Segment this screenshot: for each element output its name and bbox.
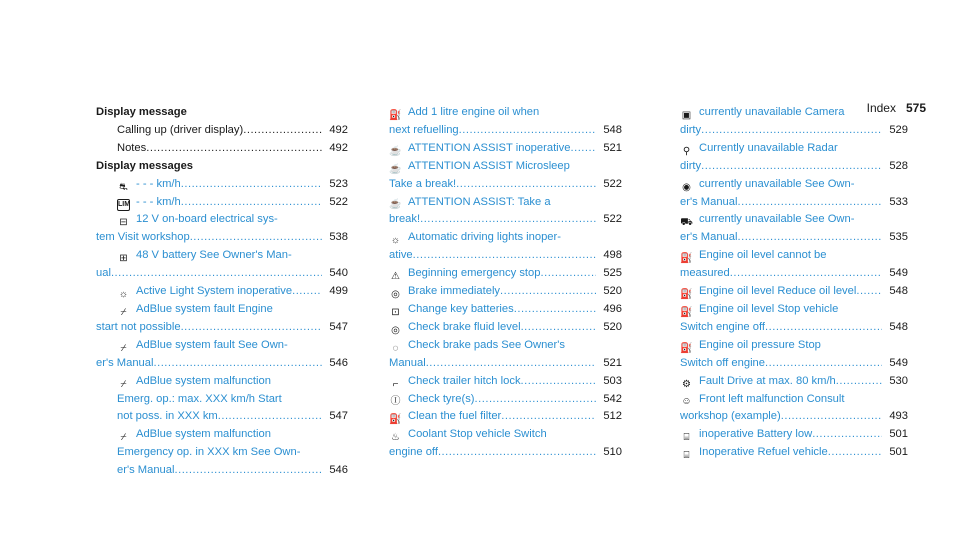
leader-dots — [730, 265, 882, 283]
leader-dots — [540, 265, 596, 283]
index-entry[interactable] — [96, 408, 348, 426]
index-entry[interactable] — [389, 283, 622, 301]
page-ref: 496 — [603, 302, 622, 315]
entry-text: break! — [389, 213, 421, 226]
page-ref: 522 — [603, 213, 622, 226]
index-entry[interactable] — [680, 337, 908, 355]
index-entry[interactable] — [96, 122, 348, 140]
index-entry[interactable] — [680, 355, 908, 373]
index-entry[interactable] — [96, 337, 348, 355]
battery-icon: ⊟ — [119, 217, 128, 229]
index-column-2 — [389, 104, 622, 462]
index-heading — [96, 158, 348, 176]
leader-dots — [521, 373, 596, 391]
entry-text: Engine oil level Stop vehicle — [699, 302, 839, 315]
entry-text: er's Manual — [117, 464, 175, 477]
leader-dots — [836, 373, 882, 391]
entry-text: ual — [96, 267, 111, 280]
entry-text: dirty — [680, 123, 702, 136]
entry-text: 48 V battery See Owner's Man- — [136, 249, 292, 262]
entry-text: Check brake pads See Owner's — [408, 338, 565, 351]
page-ref: 533 — [889, 195, 908, 208]
leader-dots — [413, 247, 596, 265]
entry-text: Calling up (driver display) — [117, 123, 244, 136]
index-entry[interactable] — [680, 444, 908, 462]
brake-pad-icon: ◌ — [392, 342, 399, 354]
entry-text: currently unavailable See Own- — [699, 213, 855, 226]
entry-text: AdBlue system fault See Own- — [136, 338, 288, 351]
entry-text: Notes — [117, 141, 147, 154]
adblue-icon: ⌿ — [120, 342, 127, 354]
index-entry[interactable] — [96, 140, 348, 158]
index-entry[interactable] — [96, 444, 348, 462]
entry-text: Engine oil level Reduce oil level — [699, 285, 857, 298]
leader-dots — [111, 265, 322, 283]
entry-text: Emerg. op.: max. XXX km/h Start — [117, 392, 282, 405]
tyre-icon: Ⓘ — [390, 396, 401, 408]
attention-icon: ☕ — [389, 199, 402, 211]
leader-dots — [174, 462, 322, 480]
adblue-icon: ⌿ — [120, 432, 127, 444]
leader-dots — [737, 194, 882, 212]
index-entry[interactable] — [96, 426, 348, 444]
entry-text: Engine oil level cannot be — [699, 249, 827, 262]
leader-dots — [426, 355, 596, 373]
leader-dots — [218, 408, 322, 426]
entry-text: workshop (example) — [680, 410, 781, 423]
index-entry[interactable] — [680, 283, 908, 301]
page-ref: 540 — [329, 267, 348, 280]
page-ref: 528 — [889, 159, 908, 172]
camera-icon: ▣ — [681, 109, 692, 121]
index-entry[interactable] — [96, 283, 348, 301]
entry-text: Fault Drive at max. 80 km/h — [699, 374, 836, 387]
entry-text: - - - km/h — [136, 177, 181, 190]
index-entry[interactable] — [389, 194, 622, 212]
index-entry[interactable] — [389, 265, 622, 283]
entry-text: Switch off engine — [680, 356, 765, 369]
entry-text: er's Manual — [680, 195, 738, 208]
oil-can-icon: ⛽ — [389, 109, 402, 121]
index-entry[interactable] — [96, 301, 348, 319]
key-battery-icon: ⊡ — [391, 306, 400, 318]
index-entry[interactable] — [389, 319, 622, 337]
index-entry[interactable] — [389, 391, 622, 409]
page-ref: 498 — [603, 249, 622, 262]
attention-icon: ☕ — [389, 145, 402, 157]
index-entry[interactable] — [680, 140, 908, 158]
entry-text: Beginning emergency stop — [408, 267, 541, 280]
leader-dots — [570, 140, 596, 158]
leader-dots — [521, 319, 596, 337]
index-entry[interactable] — [389, 122, 622, 140]
entry-text: Check brake fluid level — [408, 320, 521, 333]
entry-text: AdBlue system fault Engine — [136, 302, 273, 315]
index-heading — [96, 104, 348, 122]
leader-dots — [781, 408, 882, 426]
entry-text: next refuelling — [389, 123, 459, 136]
index-entry[interactable] — [389, 337, 622, 355]
page-ref: 548 — [603, 123, 622, 136]
leader-dots — [292, 283, 322, 301]
page-ref: 546 — [329, 356, 348, 369]
page-ref: 521 — [603, 141, 622, 154]
leader-dots — [459, 122, 596, 140]
index-entry[interactable] — [389, 247, 622, 265]
brake-icon: ◎ — [391, 324, 400, 336]
page-ref: 522 — [329, 195, 348, 208]
leader-dots — [765, 355, 882, 373]
entry-text: - - - km/h — [136, 195, 181, 208]
page-ref: 549 — [889, 267, 908, 280]
entry-text: Active Light System inoperative — [136, 285, 293, 298]
airbag-icon: ☺ — [681, 396, 692, 408]
index-entry[interactable] — [680, 247, 908, 265]
auto-light-icon: ☼ — [390, 235, 401, 247]
leader-dots — [181, 176, 322, 194]
entry-text: Brake immediately — [408, 285, 501, 298]
leader-dots — [190, 229, 322, 247]
entry-text: ATTENTION ASSIST inoperative — [408, 141, 571, 154]
index-entry[interactable] — [680, 426, 908, 444]
leader-dots — [420, 211, 596, 229]
entry-text: ATTENTION ASSIST Microsleep — [408, 159, 570, 172]
index-entry[interactable] — [680, 265, 908, 283]
entry-text: Check tyre(s) — [408, 392, 475, 405]
entry-text: ative — [389, 249, 413, 262]
index-entry[interactable] — [389, 426, 622, 444]
oil-can-icon: ⛽ — [680, 288, 693, 300]
index-entry[interactable] — [680, 158, 908, 176]
index-entry[interactable] — [96, 391, 348, 409]
entry-text: Display message — [96, 106, 187, 118]
coolant-icon: ♨ — [391, 432, 400, 444]
entry-text: ATTENTION ASSIST: Take a — [408, 195, 551, 208]
oil-can-icon: ⛽ — [680, 306, 693, 318]
index-label: Index — [866, 101, 896, 115]
fuel-filter-icon: ⛽ — [389, 414, 402, 426]
entry-text: Inoperative Refuel vehicle — [699, 446, 828, 459]
emergency-stop-icon: ⚠ — [391, 271, 400, 283]
entry-text: Check trailer hitch lock — [408, 374, 521, 387]
page-ref: 522 — [603, 177, 622, 190]
entry-text: not poss. in XXX km — [117, 410, 218, 423]
index-entry[interactable] — [389, 140, 622, 158]
entry-text: Switch engine off — [680, 320, 765, 333]
page-ref: 548 — [889, 320, 908, 333]
page-ref: 520 — [603, 285, 622, 298]
page-ref: 521 — [603, 356, 622, 369]
adblue-icon: ⌿ — [120, 306, 127, 318]
48v-battery-icon: ⊞ — [119, 253, 128, 265]
index-entry[interactable] — [389, 408, 622, 426]
index-column-3 — [680, 104, 908, 462]
index-column-1 — [96, 104, 348, 480]
index-entry[interactable] — [389, 229, 622, 247]
index-entry[interactable] — [680, 373, 908, 391]
oil-can-icon: ⛽ — [680, 342, 693, 354]
index-entry[interactable] — [680, 391, 908, 409]
page-ref: 547 — [329, 320, 348, 333]
entry-text: er's Manual — [96, 356, 154, 369]
index-entry[interactable] — [680, 301, 908, 319]
index-entry[interactable] — [680, 229, 908, 247]
oil-can-icon: ⛽ — [680, 253, 693, 265]
leader-dots — [501, 408, 596, 426]
index-entry[interactable] — [96, 229, 348, 247]
brake-icon: ◎ — [391, 288, 400, 300]
page-ref: 548 — [889, 285, 908, 298]
index-entry[interactable] — [680, 176, 908, 194]
leader-dots — [765, 319, 882, 337]
index-entry[interactable] — [680, 408, 908, 426]
index-entry[interactable] — [389, 176, 622, 194]
page-ref: 503 — [603, 374, 622, 387]
drive-icon: ⚙ — [682, 378, 691, 390]
index-entry[interactable] — [96, 462, 348, 480]
leader-dots — [243, 122, 322, 140]
index-entry[interactable] — [389, 301, 622, 319]
page-ref: 525 — [603, 267, 622, 280]
index-entry[interactable] — [389, 104, 622, 122]
page-ref: 529 — [889, 123, 908, 136]
page-ref: 547 — [329, 410, 348, 423]
sensor-icon: ◉ — [682, 181, 691, 193]
entry-text: engine off — [389, 446, 438, 459]
seat-icon: ⛟ — [680, 217, 693, 229]
page-ref: 523 — [329, 177, 348, 190]
trailer-hitch-icon: ⌐ — [392, 378, 399, 390]
entry-text: Add 1 litre engine oil when — [408, 106, 540, 118]
index-entry[interactable] — [96, 247, 348, 265]
index-entry[interactable] — [96, 355, 348, 373]
index-entry[interactable] — [389, 373, 622, 391]
entry-text: inoperative Battery low — [699, 428, 813, 441]
index-entry[interactable] — [389, 158, 622, 176]
leader-dots — [438, 444, 596, 462]
hybrid-battery-icon: ⌸ — [683, 450, 690, 462]
leader-dots — [456, 176, 596, 194]
page-ref: 499 — [329, 285, 348, 298]
adblue-icon: ⌿ — [120, 378, 127, 390]
page-ref: 546 — [329, 464, 348, 477]
page-ref: 501 — [889, 428, 908, 441]
index-entry[interactable] — [96, 265, 348, 283]
entry-text: 12 V on-board electrical sys- — [136, 213, 278, 226]
page-ref: 512 — [603, 410, 622, 423]
leader-dots — [812, 426, 882, 444]
entry-text: Currently unavailable Radar — [699, 141, 838, 154]
page-ref: 535 — [889, 231, 908, 244]
page-ref: 492 — [329, 123, 348, 136]
leader-dots — [828, 444, 882, 462]
entry-text: Take a break! — [389, 177, 457, 190]
index-entry[interactable] — [96, 373, 348, 391]
page-ref: 501 — [889, 446, 908, 459]
leader-dots — [500, 283, 596, 301]
index-entry[interactable] — [680, 211, 908, 229]
entry-text: Front left malfunction Consult — [699, 392, 845, 405]
index-entry[interactable] — [96, 211, 348, 229]
index-entry[interactable] — [389, 355, 622, 373]
leader-dots — [856, 283, 882, 301]
entry-text: Change key batteries — [408, 302, 514, 315]
leader-dots — [737, 229, 882, 247]
index-entry[interactable] — [680, 122, 908, 140]
entry-text: Coolant Stop vehicle Switch — [408, 428, 547, 441]
leader-dots — [701, 122, 882, 140]
lim-icon: LIM — [117, 199, 130, 211]
entry-text: AdBlue system malfunction — [136, 374, 271, 387]
leader-dots — [475, 391, 596, 409]
light-icon: ☼ — [118, 288, 129, 300]
leader-dots — [514, 301, 596, 319]
index-entry[interactable] — [389, 211, 622, 229]
entry-text: measured — [680, 267, 730, 280]
page-ref: 538 — [329, 231, 348, 244]
entry-text: Engine oil pressure Stop — [699, 338, 821, 351]
leader-dots — [701, 158, 882, 176]
index-entry[interactable] — [389, 444, 622, 462]
page-ref: 542 — [603, 392, 622, 405]
attention-icon: ☕ — [389, 163, 402, 175]
entry-text: er's Manual — [680, 231, 738, 244]
distronic-icon: ⛐ — [119, 181, 128, 193]
page-ref: 520 — [603, 320, 622, 333]
leader-dots — [181, 194, 322, 212]
entry-text: Clean the fuel filter — [408, 410, 502, 423]
entry-text: Display messages — [96, 159, 194, 172]
entry-text: tem Visit workshop — [96, 231, 190, 244]
entry-text: dirty — [680, 159, 702, 172]
entry-text: Emergency op. in XXX km See Own- — [117, 446, 301, 459]
page-ref: 530 — [889, 374, 908, 387]
radar-icon: ⚲ — [682, 145, 691, 157]
page-number: 575 — [905, 101, 926, 115]
leader-dots — [153, 355, 322, 373]
index-entry[interactable] — [96, 194, 348, 212]
hybrid-battery-icon: ⌸ — [683, 432, 690, 444]
entry-text: currently unavailable Camera — [699, 106, 845, 118]
index-entry[interactable] — [96, 319, 348, 337]
page-ref: 549 — [889, 356, 908, 369]
index-entry[interactable] — [680, 104, 908, 122]
entry-text: AdBlue system malfunction — [136, 428, 271, 441]
index-entry[interactable] — [680, 194, 908, 212]
entry-text: currently unavailable See Own- — [699, 177, 855, 190]
page-ref: 493 — [889, 410, 908, 423]
entry-text: Manual — [389, 356, 426, 369]
entry-text: start not possible — [96, 320, 181, 333]
entry-text: Automatic driving lights inoper- — [408, 231, 561, 244]
leader-dots — [146, 140, 322, 158]
index-entry[interactable] — [680, 319, 908, 337]
leader-dots — [181, 319, 322, 337]
index-entry[interactable] — [96, 176, 348, 194]
page-ref: 492 — [329, 141, 348, 154]
page-ref: 510 — [603, 446, 622, 459]
